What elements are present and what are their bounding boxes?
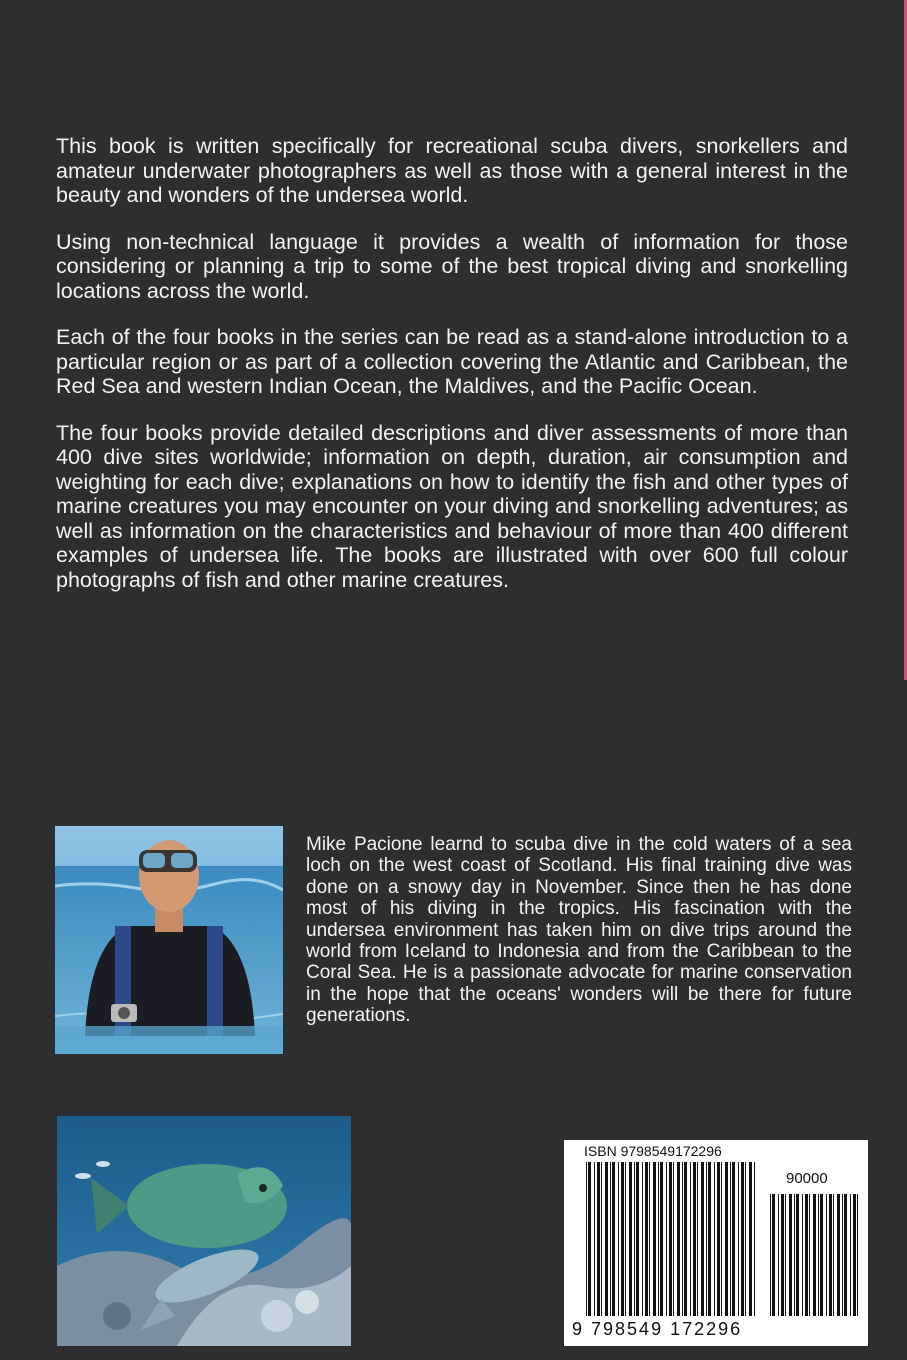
- barcode-bar: [601, 1162, 602, 1316]
- barcode-bar: [658, 1162, 659, 1316]
- barcode-bar: [649, 1162, 650, 1316]
- barcode-bar: [610, 1162, 611, 1316]
- author-bio: Mike Pacione learnd to scuba dive in the cold waters of a sea loch on the west coast of Scotland. His final training dive was done on a snowy day in November. Since then he has done most of his diving in the tropics. His fascination with the undersea environment has taken him on dive trips around the world from Iceland to Indonesia and from the Caribbean to the Coral Sea. He is a passionate advocate for marine conservation in the hope that the oceans' wonders will be there for future generations.: [306, 834, 852, 1027]
- barcode-bar: [597, 1162, 600, 1316]
- barcode-bar: [697, 1162, 698, 1316]
- barcode-icon: [564, 1140, 868, 1346]
- price-code: 90000: [786, 1170, 828, 1187]
- barcode-bar: [725, 1162, 728, 1316]
- barcode-bar: [772, 1194, 775, 1316]
- barcode-bar: [833, 1194, 834, 1316]
- barcode-bar: [754, 1162, 755, 1316]
- barcode-bar: [789, 1194, 792, 1316]
- barcode-bar: [721, 1162, 722, 1316]
- barcode-bar: [778, 1194, 779, 1316]
- barcode-bar: [844, 1194, 847, 1316]
- barcode-bar: [684, 1162, 687, 1316]
- barcode-bar: [673, 1162, 674, 1316]
- barcode-bar: [645, 1162, 648, 1316]
- barcode-bar: [796, 1194, 799, 1316]
- barcode-bar: [826, 1194, 827, 1316]
- barcode-bar: [745, 1162, 746, 1316]
- barcode-bar: [666, 1162, 667, 1316]
- barcode-bar: [741, 1162, 744, 1316]
- fish-photo: [57, 1116, 351, 1346]
- barcode-bar: [805, 1194, 808, 1316]
- barcode-bar: [634, 1162, 635, 1316]
- barcode-bar: [618, 1162, 619, 1316]
- barcode-bar: [730, 1162, 731, 1316]
- blurb-paragraph-2: Using non-technical language it provides a wealth of information for those considering or planning a trip to some of the best tropical diving and snorkelling locations across the world.: [56, 229, 848, 303]
- barcode-bar: [708, 1162, 711, 1316]
- barcode-bar: [842, 1194, 843, 1316]
- barcode-bar: [770, 1194, 771, 1316]
- isbn-barcode: [564, 1140, 868, 1346]
- barcode-bar: [818, 1194, 819, 1316]
- barcode-bar: [621, 1162, 624, 1316]
- barcode-bar: [809, 1194, 810, 1316]
- barcode-bar: [594, 1162, 595, 1316]
- barcode-bar: [636, 1162, 639, 1316]
- barcode-bar: [717, 1162, 720, 1316]
- barcode-bar: [785, 1194, 786, 1316]
- barcode-bar: [690, 1162, 691, 1316]
- barcode-bar: [629, 1162, 632, 1316]
- barcode-bar: [853, 1194, 856, 1316]
- author-photo: [55, 826, 283, 1054]
- back-cover-blurb: [56, 134, 848, 614]
- ean-digits: 9 798549 172296: [572, 1319, 743, 1339]
- barcode-bar: [820, 1194, 823, 1316]
- blurb-paragraph-1: This book is written specifically for recreational scuba divers, snorkellers and amateur underwater photographers as well as those with a general interest in the beauty and wonders of the undersea world.: [56, 134, 848, 207]
- isbn-label: ISBN 9798549172296: [584, 1143, 722, 1159]
- barcode-bar: [813, 1194, 816, 1316]
- barcode-bar: [701, 1162, 704, 1316]
- barcode-bar: [802, 1194, 803, 1316]
- barcode-bar: [588, 1162, 591, 1316]
- blurb-paragraph-4: The four books provide detailed descriptions and diver assessments of more than 400 dive sites worldwide; information on depth, duration, air consumption and weighting for each dive; explanations on how to identify the fish and other types of marine creatures you may encounter on your diving and snorkelling adventures; as well as information on the characteristics and behaviour of more than 400 different examples of undersea life. The books are illustrated with over 600 full colour photographs of fish and other marine creatures.: [56, 420, 848, 592]
- barcode-bar: [669, 1162, 672, 1316]
- barcode-bar: [653, 1162, 656, 1316]
- barcode-bar: [660, 1162, 663, 1316]
- barcode-bar: [586, 1162, 587, 1316]
- barcode-bar: [642, 1162, 643, 1316]
- barcode-bar: [738, 1162, 739, 1316]
- blurb-paragraph-3: Each of the four books in the series can be read as a stand-alone introduction to a particular region or as part of a collection covering the Atlantic and Caribbean, the Red Sea and western Indian Ocean, the Maldives, and the Pacific Ocean.: [56, 325, 848, 398]
- barcode-bar: [677, 1162, 680, 1316]
- barcode-bar: [605, 1162, 608, 1316]
- barcode-bar: [693, 1162, 696, 1316]
- barcode-bar: [625, 1162, 626, 1316]
- barcode-bar: [706, 1162, 707, 1316]
- barcode-bar: [714, 1162, 715, 1316]
- barcode-bar: [794, 1194, 795, 1316]
- barcode-bar: [857, 1194, 858, 1316]
- barcode-bar: [682, 1162, 683, 1316]
- barcode-bar: [837, 1194, 840, 1316]
- barcode-bar: [732, 1162, 735, 1316]
- barcode-bar: [829, 1194, 832, 1316]
- barcode-bar: [612, 1162, 615, 1316]
- barcode-bar: [781, 1194, 784, 1316]
- barcode-bar: [850, 1194, 851, 1316]
- barcode-bar: [749, 1162, 752, 1316]
